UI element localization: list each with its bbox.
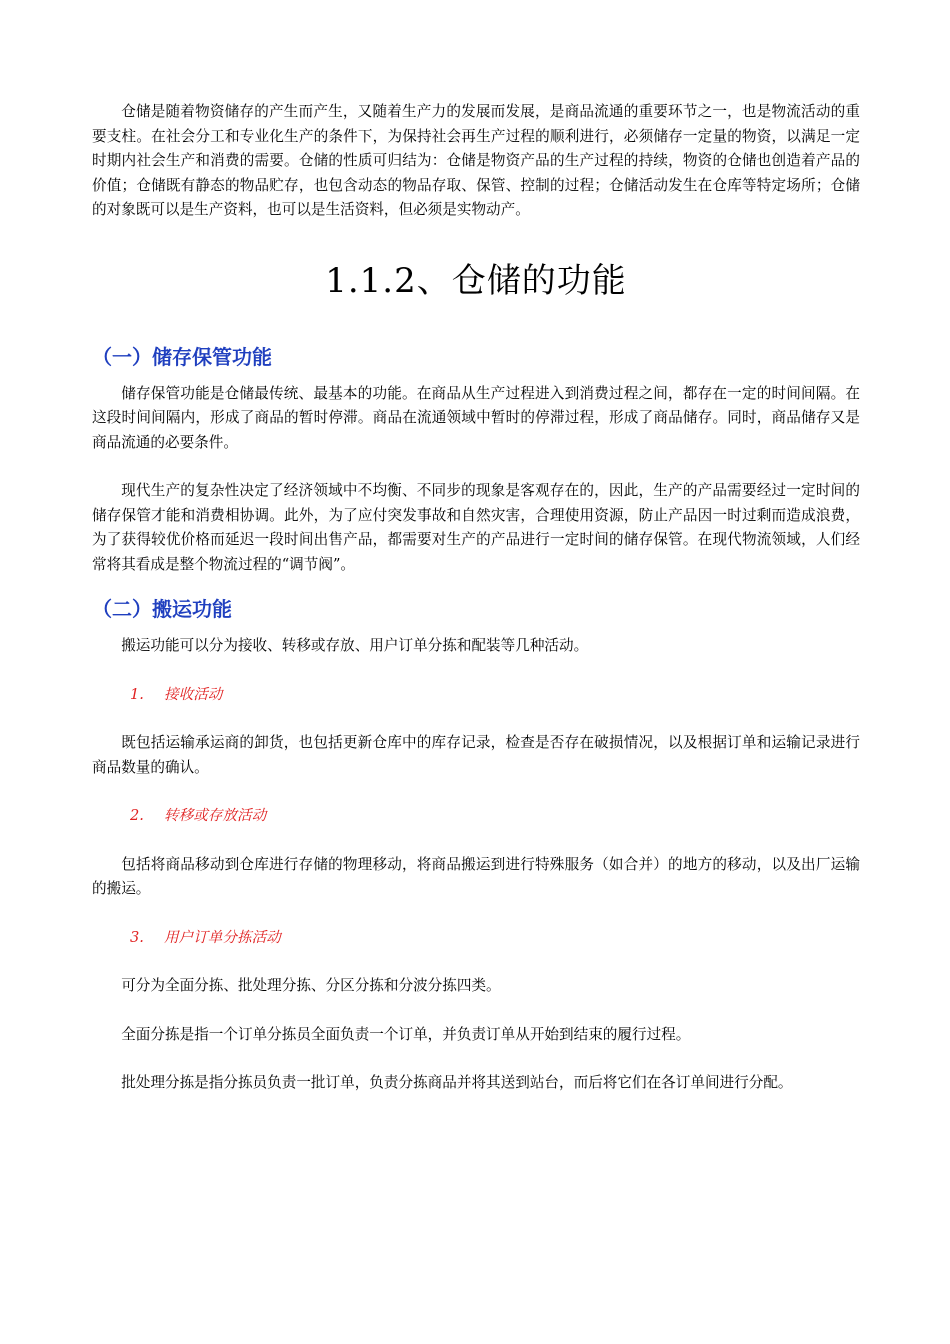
handling-lead-paragraph: 搬运功能可以分为接收、转移或存放、用户订单分拣和配装等几种活动。 [121, 637, 589, 654]
section-heading-storage: （一）储存保管功能 [92, 344, 272, 369]
transfer-paragraph: 包括将商品移动到仓库进行存储的物理移动，将商品搬运到进行特殊服务（如合并）的地方的移动，以及出厂运输的搬运。 [92, 855, 860, 897]
section-heading-handling: （二）搬运功能 [92, 597, 232, 621]
subheading-label: 转移或存放活动 [164, 807, 267, 824]
storage-paragraph-1: 储存保管功能是仓储最传统、最基本的功能。在商品从生产过程进入到消费过程之间，都存在一定的时间间隔。在这段时间间隔内，形成了商品的暂时停滞。商品在流通领域中暂时的停滞过程，形成了商品储存。同时，商品储存又是商品流通的必要条件。 [92, 384, 860, 451]
subheading-label: 接收活动 [164, 685, 223, 703]
document-page [92, 100, 860, 1096]
receiving-paragraph: 既包括运输承运商的卸货，也包括更新仓库中的库存记录，检查是否存在破损情况，以及根据订单和运输记录进行商品数量的确认。 [92, 734, 860, 776]
order-picking-paragraph-2: 全面分拣是指一个订单分拣员全面负责一个订单，并负责订单从开始到结束的履行过程。 [121, 1025, 691, 1043]
order-picking-paragraph-1: 可分为全面分拣、批处理分拣、分区分拣和分波分拣四类。 [121, 977, 501, 994]
subheading-receiving [92, 683, 860, 708]
page-title: 1.1.2、仓储的功能 [325, 260, 627, 301]
subheading-transfer [92, 804, 860, 829]
subheading-number: 3. [130, 928, 144, 946]
storage-paragraph-2: 现代生产的复杂性决定了经济领域中不均衡、不同步的现象是客观存在的，因此，生产的产品需要经过一定时间的储存保管才能和消费相协调。此外，为了应付突发事故和自然灾害，合理使用资源，防止产品因一时过剩而造成浪费，为了获得较优价格而延迟一段时间出售产品，都需要对生产的产品进行一定时间的储存保管。在现代物流领域，人们经常将其看成是整个物流过程的“调节阀”。 [92, 482, 860, 573]
subheading-number: 1. [130, 685, 144, 703]
intro-paragraph: 仓储是随着物资储存的产生而产生，又随着生产力的发展而发展，是商品流通的重要环节之一，也是物流活动的重要支柱。在社会分工和专业化生产的条件下，为保持社会再生产过程的顺利进行，必须储存一定量的物资，以满足一定时期内社会生产和消费的需要。仓储的性质可归结为：仓储是物资产品的生产过程的持续，物资的仓储也创造着产品的价值；仓储既有静态的物品贮存，也包含动态的物品存取、保管、控制的过程；仓储活动发生在仓库等特定场所；仓储的对象既可以是生产资料，也可以是生活资料，但必须是实物动产。 [92, 103, 860, 218]
subheading-order-picking [92, 926, 860, 951]
subheading-label: 用户订单分拣活动 [164, 928, 281, 946]
subheading-number: 2. [130, 807, 144, 824]
order-picking-paragraph-3: 批处理分拣是指分拣员负责一批订单，负责分拣商品并将其送到站台，而后将它们在各订单间进行分配。 [121, 1074, 793, 1091]
